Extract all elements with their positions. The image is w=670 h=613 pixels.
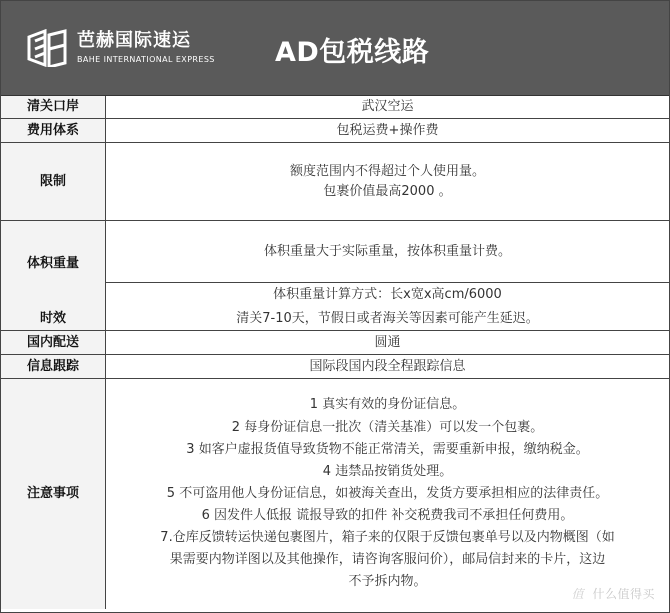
note-item: 2 每身份证信息一批次（清关基准）可以发一个包裹。 [231,419,544,435]
table-row-limit [1,143,669,221]
row-value: 武汉空运 [106,96,669,118]
note-item: 果需要内物详图以及其他操作，请咨询客服问价），邮局信封来的卡片，这边 [169,552,606,568]
volume-formula: 体积重量计算方式：长x宽x高cm/6000 [273,287,502,303]
row-label: 国内配送 [1,331,106,354]
table-row-port [1,96,669,119]
logo-cn: 芭赫国际速运 [77,30,191,51]
table-row-fee [1,119,669,143]
row-value: 包税运费+操作费 [106,119,669,142]
row-value [106,221,669,307]
table-row-tracking [1,355,669,379]
table-row-domestic [1,331,669,355]
table-row-notes [1,379,669,609]
notes-list [106,379,669,609]
row-label: 清关口岸 [1,96,106,118]
row-value: 清关7-10天，节假日或者海关等因素可能产生延迟。 [106,307,669,330]
note-item: 1 真实有效的身份证信息。 [309,397,466,413]
row-label: 限制 [1,143,106,220]
note-item: 7.仓库反馈转运快递包裹图片，箱子来的仅限于反馈包裹单号以及内物概图（如 [160,530,615,546]
header [1,1,669,96]
info-table [1,96,669,609]
logo-text [77,32,215,64]
note-item: 不予拆内物。 [348,574,427,590]
note-item: 4 违禁品按销货处理。 [322,463,453,479]
watermark [572,585,655,602]
logo-en: BAHE INTERNATIONAL EXPRESS [77,55,215,64]
logo-mark-icon [25,29,69,67]
row-label: 体积重量 [1,221,106,307]
row-value: 国际段国内段全程跟踪信息 [106,355,669,378]
row-value: 圆通 [106,331,669,354]
row-label: 信息跟踪 [1,355,106,378]
note-item: 5 不可盗用他人身份证信息，如被海关查出，发货方要承担相应的法律责任。 [166,485,609,501]
table-row-time [1,307,669,331]
brand-logo [25,29,215,67]
table-row-volume [1,221,669,307]
row-value-line: 包裹价值最高2000 。 [323,183,452,199]
note-item: 3 如客户虚报货值导致货物不能正常清关，需要重新申报，缴纳税金。 [186,441,589,457]
row-label: 注意事项 [1,379,106,609]
row-value [106,143,669,220]
row-label: 费用体系 [1,119,106,142]
row-label: 时效 [1,307,106,330]
volume-rule: 体积重量大于实际重量，按体积重量计费。 [106,221,669,283]
watermark-mark-icon: 值 [571,587,585,601]
row-value-line: 额度范围内不得超过个人使用量。 [289,163,485,179]
watermark-text: 什么值得买 [592,587,655,601]
note-item: 6 因发件人低报 谎报导致的扣件 补交税费我司不承担任何费用。 [201,508,574,524]
page-title: AD包税线路 [275,37,430,68]
